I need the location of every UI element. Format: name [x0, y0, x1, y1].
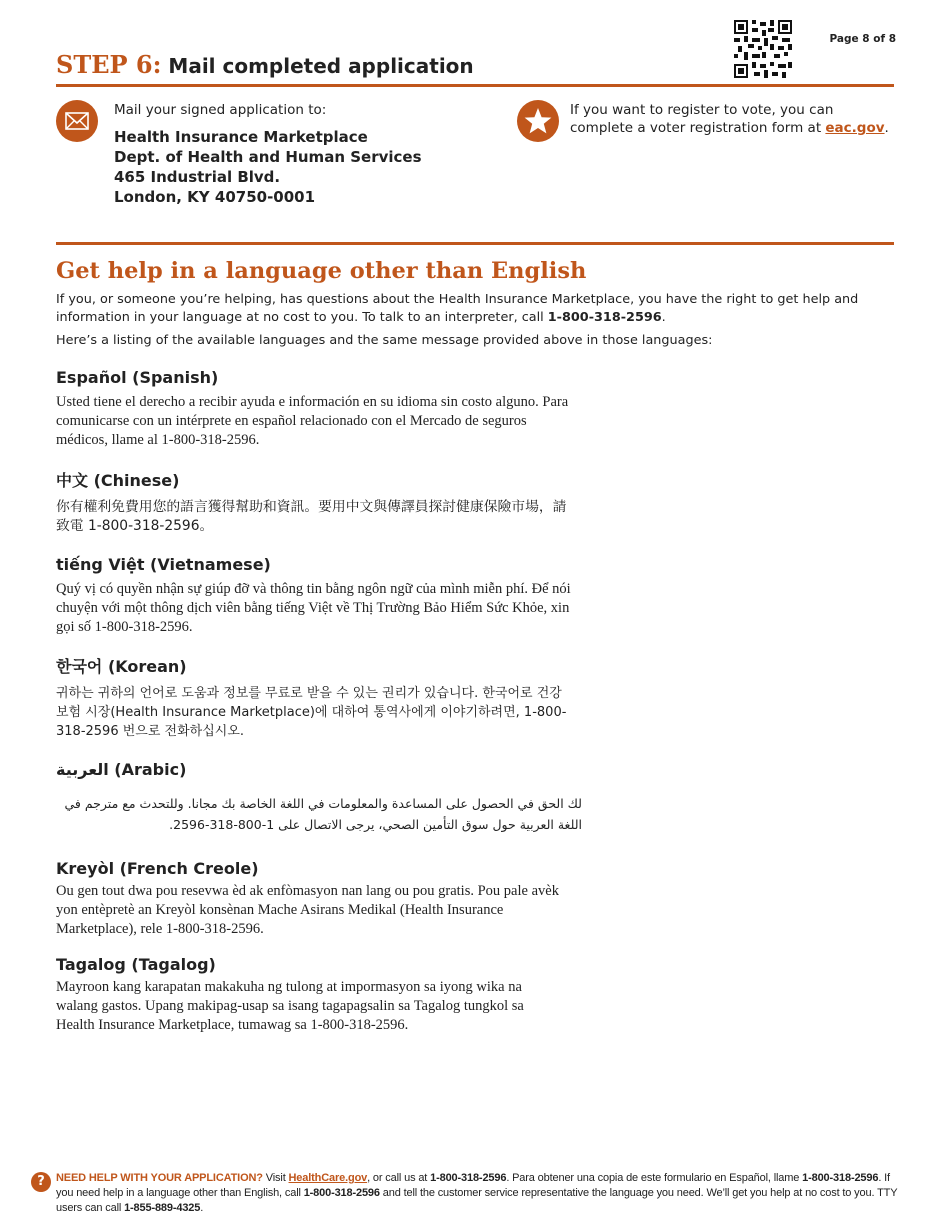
language-text-vietnamese: Quý vị có quyền nhận sự giúp đỡ và thông tin bằng ngôn ngữ của mình miễn phí. Để nói chuyện với một thông dịch viên bằng tiếng Việt về Thị Trường Bảo Hiểm Sức Khỏe, xin gọi số 1-800-318-2596.: [56, 581, 571, 635]
qr-code: [734, 20, 792, 78]
address-line: Health Insurance Marketplace: [114, 128, 368, 146]
language-text-arabic: لك الحق في الحصول على المساعدة والمعلومات في اللغة الخاصة بك مجانا. وللتحدث مع مترجم في اللغة العربية حول سوق التأمين الصحي، يرجى الاتصال على 1-800-318-2596.: [64, 796, 582, 832]
mail-lead: Mail your signed application to:: [114, 102, 327, 118]
language-heading-arabic: العربية (Arabic): [56, 760, 187, 779]
footer-phone: 1-800-318-2596: [303, 1187, 380, 1199]
language-heading-tagalog: Tagalog (Tagalog): [56, 955, 216, 974]
language-heading-korean: 한국어 (Korean): [56, 657, 187, 676]
language-text-spanish: Usted tiene el derecho a recibir ayuda e información en su idioma sin costo alguno. Para comunicarse con un intérprete en español relacionado con el Mercado de seguros médicos, llame al 1-800-318-2596.: [56, 394, 569, 448]
step-number: STEP 6:: [56, 50, 162, 79]
footer-text: . If you need help in a language other than English, call: [56, 1172, 890, 1199]
address-line: 465 Industrial Blvd.: [114, 168, 281, 186]
address-line: Dept. of Health and Human Services: [114, 148, 422, 166]
language-listing-note: Here’s a listing of the available languages and the same message provided above in those languages:: [56, 333, 713, 348]
step-title-text: Mail completed application: [161, 54, 474, 78]
language-heading-vietnamese: tiếng Việt (Vietnamese): [56, 555, 271, 574]
footer-tty-phone: 1-855-889-4325: [124, 1202, 201, 1214]
footer-need-help: NEED HELP WITH YOUR APPLICATION?: [56, 1172, 263, 1184]
envelope-icon: [56, 100, 98, 142]
footer-text: . Para obtener una copia de este formulario en Español, llame: [506, 1172, 803, 1184]
intro-end: .: [661, 310, 666, 325]
star-icon: [517, 100, 559, 142]
language-heading-creole: Kreyòl (French Creole): [56, 859, 259, 878]
eac-link[interactable]: eac.gov: [825, 120, 885, 136]
footer-text: , or call us at: [367, 1172, 431, 1184]
healthcare-gov-link[interactable]: HealthCare.gov: [288, 1172, 368, 1184]
language-heading-spanish: Español (Spanish): [56, 368, 219, 387]
language-text-creole: Ou gen tout dwa pou resevwa èd ak enfòmasyon nan lang ou pou gratis. Pou pale avèk yon entèpretè an Kreyòl konsènan Mache Asirans Medikal (Health Insurance Marketplace), rele 1-800-318-2596.: [56, 883, 559, 937]
intro-phone: 1-800-318-2596: [547, 310, 662, 325]
footer-text: Visit: [262, 1172, 289, 1184]
mailing-address: [114, 127, 422, 207]
vote-text-before: If you want to register to vote, you can complete a voter registration form at: [570, 102, 834, 136]
vote-text: [570, 101, 900, 137]
language-text-tagalog: Mayroon kang karapatan makakuha ng tulong at impormasyon sa iyong wika na walang gastos. Upang makipag-usap sa isang tagapagsalin sa Tagalog tungkol sa Health Insurance Marketplace, tumawag sa 1-800-318-2596.: [56, 979, 524, 1033]
footer-phone: 1-800-318-2596: [802, 1172, 879, 1184]
section-divider: [56, 84, 894, 87]
footer-text: .: [200, 1202, 204, 1214]
language-help-intro: [56, 291, 901, 327]
page-indicator: Page 8 of 8: [829, 33, 896, 45]
vote-text-after: .: [884, 120, 889, 136]
intro-text: If you, or someone you’re helping, has questions about the Health Insurance Marketplace, you have the right to get help and information in your language at no cost to you. To talk to an interpreter, call: [56, 292, 859, 325]
language-help-heading: Get help in a language other than English: [56, 258, 587, 284]
footer-phone: 1-800-318-2596: [430, 1172, 507, 1184]
section-divider: [56, 242, 894, 245]
footer-text: and tell the customer service representative the language you need. We’ll get you help at no cost to you. TTY users can call: [56, 1187, 898, 1214]
language-text-chinese: 你有權利免費用您的語言獲得幫助和資訊。要用中文與傳譯員探討健康保險市場，請致電 1-800-318-2596。: [56, 499, 567, 534]
language-heading-chinese: 中文 (Chinese): [56, 471, 180, 490]
address-line: London, KY 40750-0001: [114, 188, 316, 206]
footer-help: [56, 1171, 906, 1216]
language-text-korean: 귀하는 귀하의 언어로 도움과 정보를 무료로 받을 수 있는 권리가 있습니다. 한국어로 건강 보험 시장(Health Insurance Marketplace)에 대하여 통역사에게 이야기하려면, 1-800-318-2596 번으로 전화하십시오.: [56, 686, 567, 739]
question-icon: ?: [31, 1172, 51, 1192]
step-title: [56, 50, 474, 79]
